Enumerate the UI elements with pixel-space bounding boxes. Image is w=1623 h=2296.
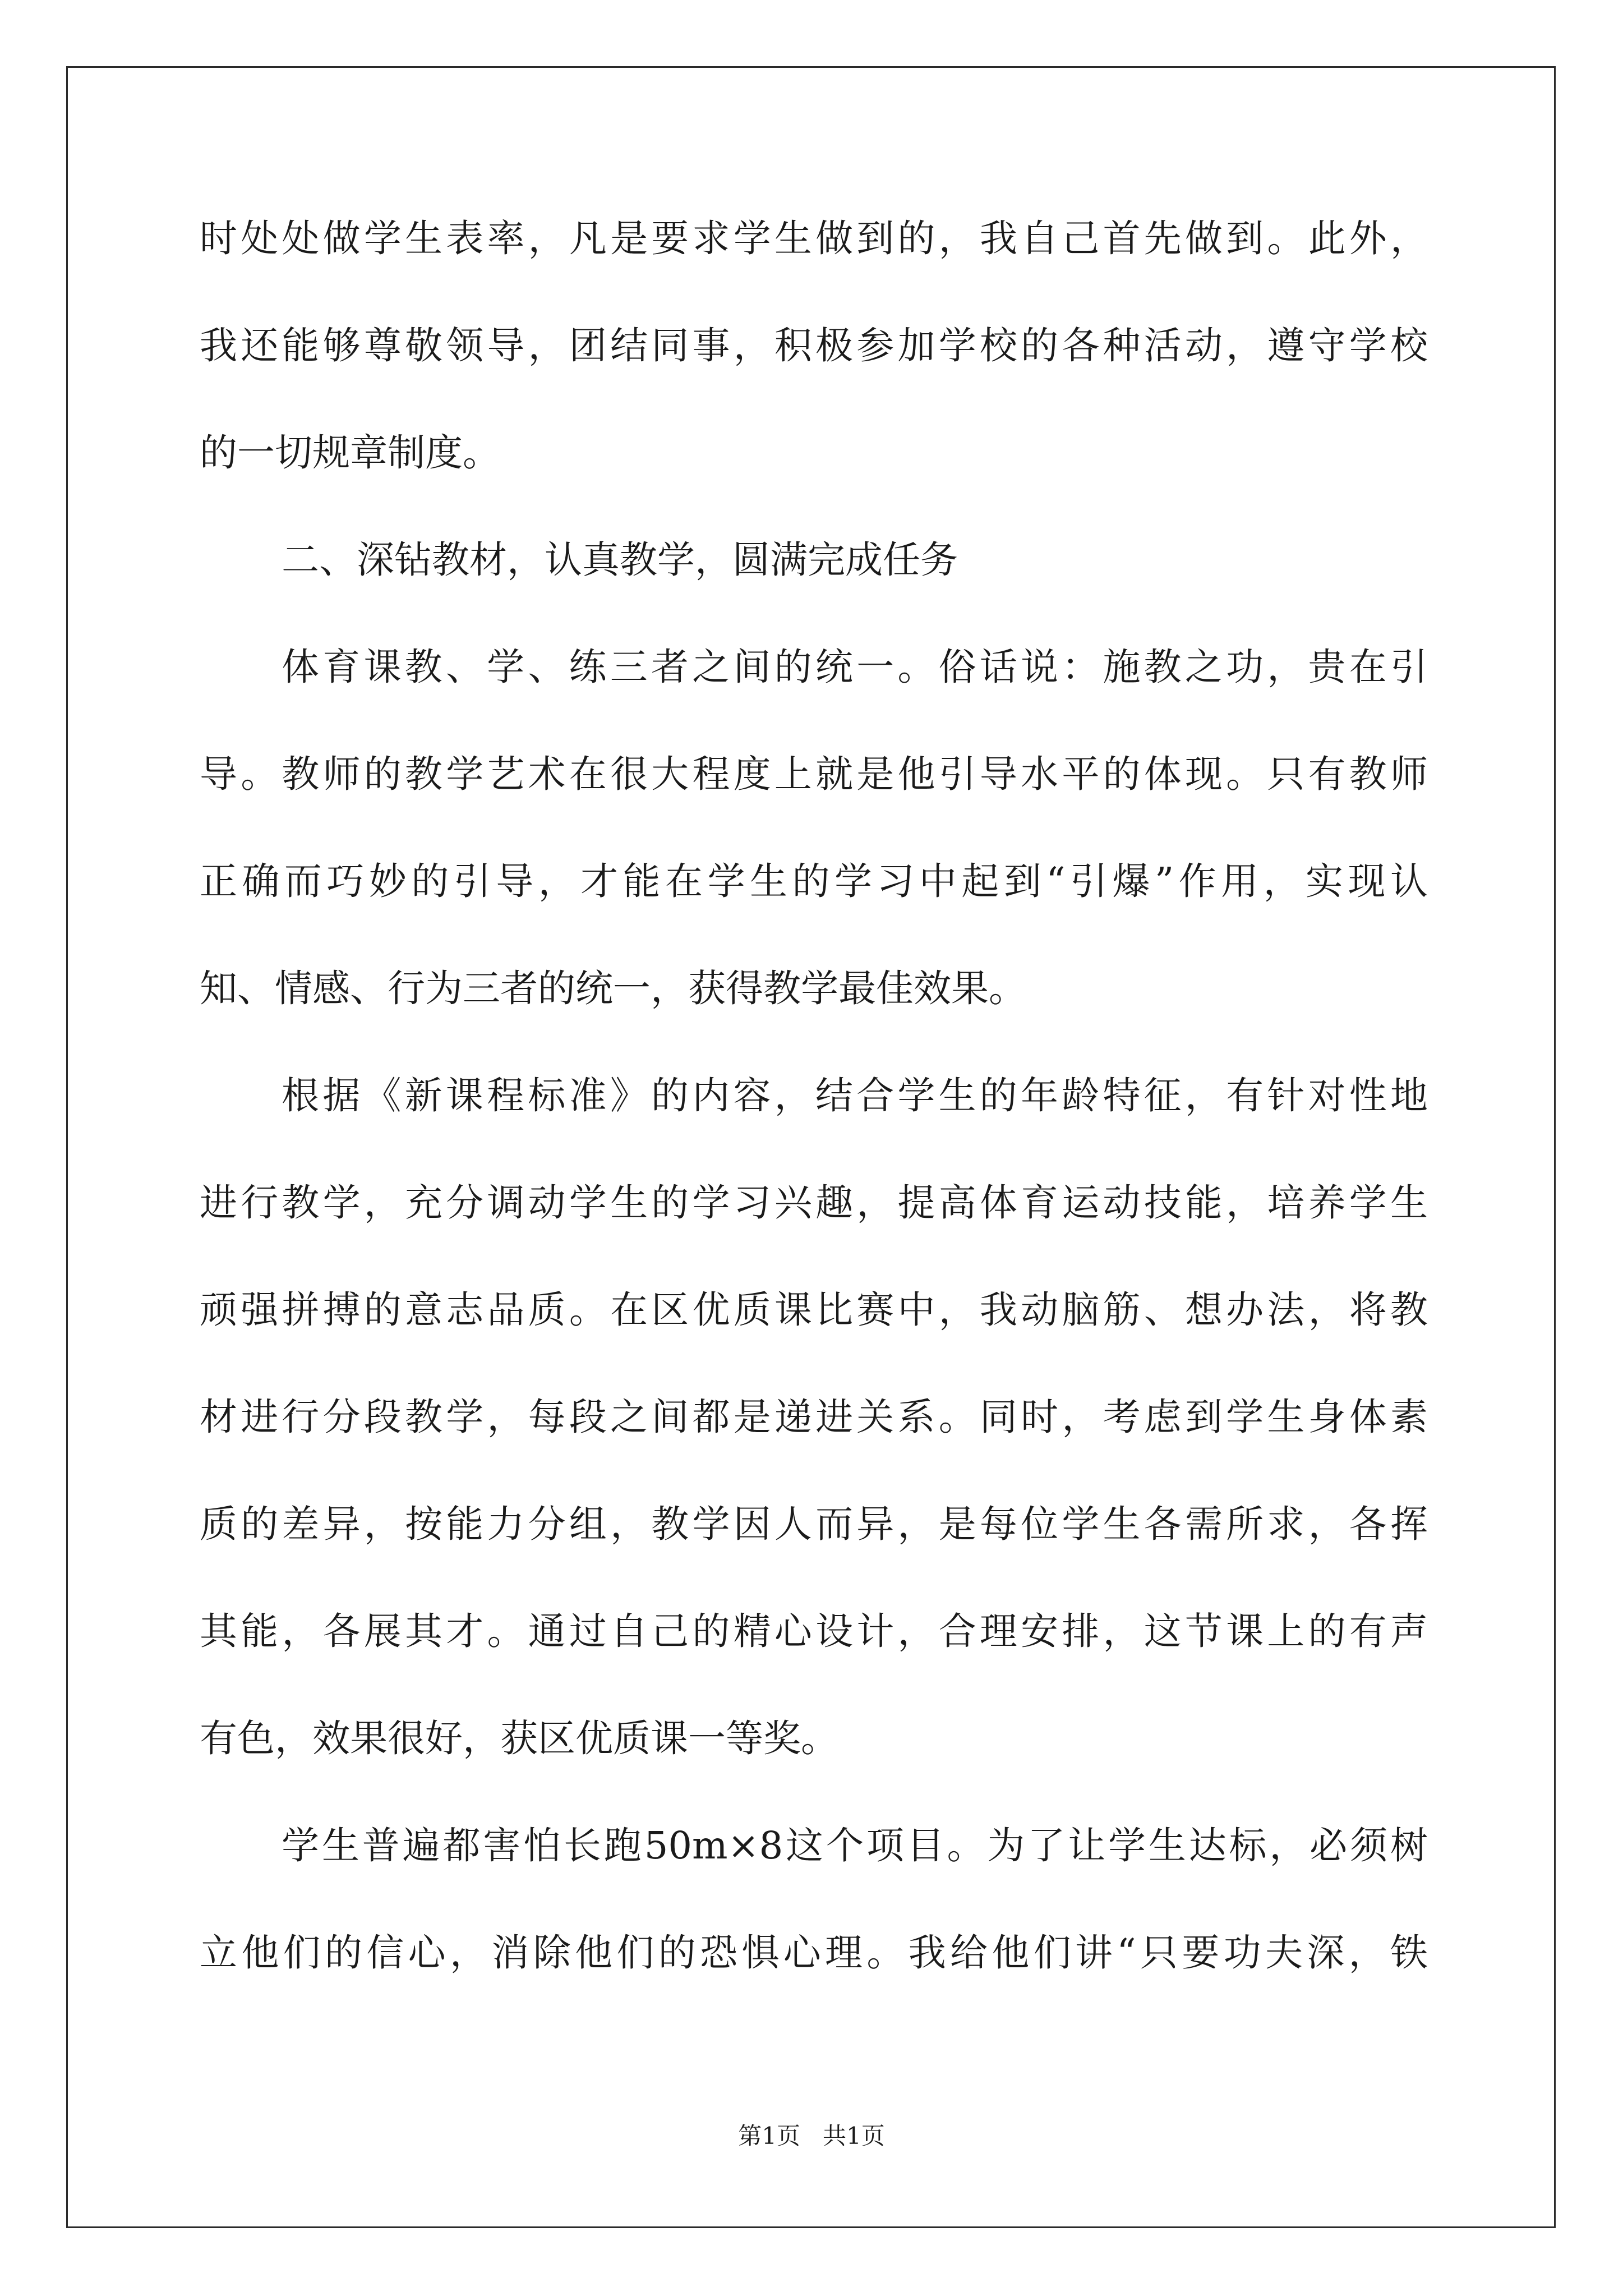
text-line: 的一切规章制度。 bbox=[200, 431, 500, 475]
section-heading: 二、深钻教材，认真教学，圆满完成任务 bbox=[282, 538, 958, 582]
text-line: 导。教师的教学艺术在很大程度上就是他引导水平的体现。只有教师 bbox=[200, 752, 1428, 796]
text-line: 根据《新课程标准》的内容，结合学生的年龄特征，有针对性地 bbox=[282, 1074, 1428, 1117]
text-line: 知、情感、行为三者的统一，获得教学最佳效果。 bbox=[200, 967, 1026, 1010]
text-line: 材进行分段教学，每段之间都是递进关系。同时，考虑到学生身体素 bbox=[200, 1395, 1428, 1439]
text-line: 顽强拼搏的意志品质。在区优质课比赛中，我动脑筋、想办法，将教 bbox=[200, 1288, 1428, 1332]
text-line: 学生普遍都害怕长跑50m×8这个项目。为了让学生达标，必须树 bbox=[282, 1824, 1428, 1867]
text-line: 质的差异，按能力分组，教学因人而异，是每位学生各需所求，各挥 bbox=[200, 1502, 1428, 1546]
page-number: 第1页 bbox=[738, 2122, 800, 2150]
text-line: 其能，各展其才。通过自己的精心设计，合理安排，这节课上的有声 bbox=[200, 1609, 1428, 1653]
text-line: 时处处做学生表率，凡是要求学生做到的，我自己首先做到。此外， bbox=[200, 217, 1428, 260]
text-line: 进行教学，充分调动学生的学习兴趣，提高体育运动技能，培养学生 bbox=[200, 1181, 1428, 1225]
text-line: 立他们的信心，消除他们的恐惧心理。我给他们讲“只要功夫深，铁 bbox=[200, 1931, 1428, 1975]
page-total: 共1页 bbox=[823, 2122, 885, 2150]
document-body bbox=[200, 210, 1428, 2032]
text-line: 有色，效果很好，获区优质课一等奖。 bbox=[200, 1717, 838, 1760]
text-line: 体育课教、学、练三者之间的统一。俗话说：施教之功，贵在引 bbox=[282, 645, 1428, 689]
page-footer bbox=[0, 2122, 1623, 2150]
text-line: 我还能够尊敬领导，团结同事，积极参加学校的各种活动，遵守学校 bbox=[200, 324, 1428, 367]
text-line: 正确而巧妙的引导，才能在学生的学习中起到“引爆”作用，实现认 bbox=[200, 859, 1428, 903]
